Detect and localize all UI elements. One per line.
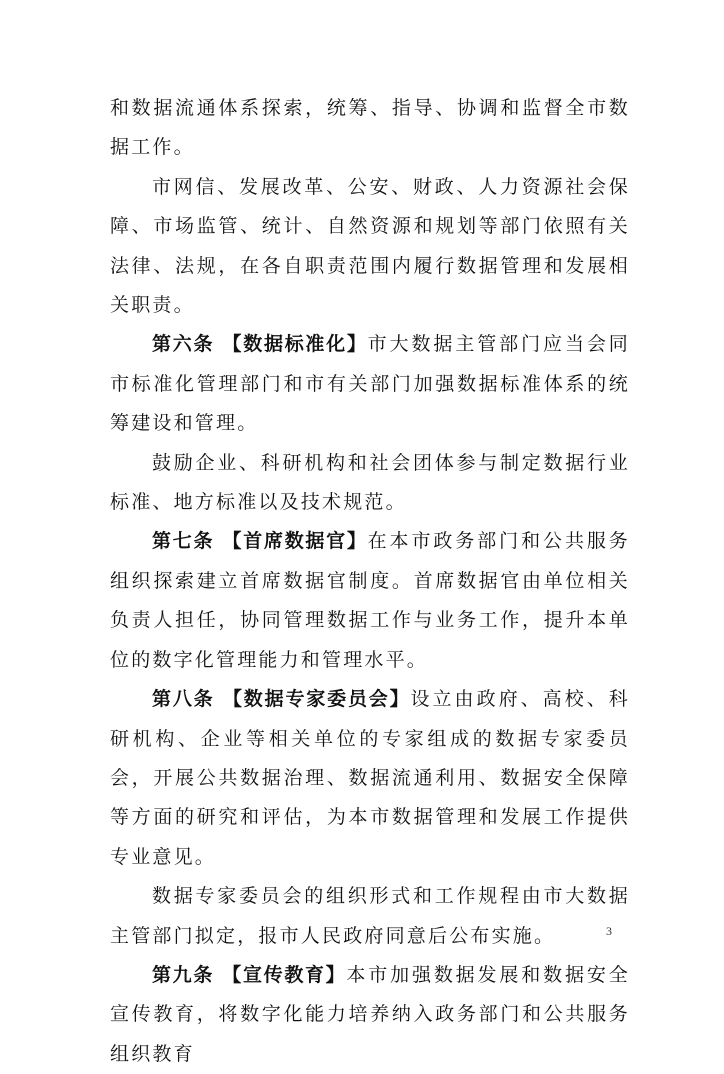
paragraph-continuation xyxy=(110,89,630,168)
article-text: 设立由政府、高校、科研机构、企业等相关单位的专家组成的数据专家委员会，开展公共数据治理、数据流通利用、数据安全保障等方面的研究和评估，为本市数据管理和发展工作提供专业意见。 xyxy=(110,688,630,868)
article-6 xyxy=(110,325,630,443)
article-heading: 第七条 【首席数据官】 xyxy=(152,530,368,553)
paragraph-text: 数据专家委员会的组织形式和工作规程由市大数据主管部门拟定，报市人民政府同意后公布实施。 xyxy=(110,885,630,947)
paragraph-departments xyxy=(110,168,630,326)
article-heading: 第九条 【宣传教育】 xyxy=(152,963,347,986)
paragraph-text: 鼓励企业、科研机构和社会团体参与制定数据行业标准、地方标准以及技术规范。 xyxy=(110,451,630,514)
document-body xyxy=(110,89,630,1074)
article-text: 本市加强数据发展和数据安全宣传教育，将数字化能力培养纳入政务部门和公共服务组织教育 xyxy=(110,963,630,1065)
paragraph-committee-rules xyxy=(110,877,630,956)
paragraph-standards-encouragement xyxy=(110,444,630,523)
article-8 xyxy=(110,680,630,877)
paragraph-text: 和数据流通体系探索，统筹、指导、协调和监督全市数据工作。 xyxy=(110,97,630,159)
article-7 xyxy=(110,522,630,680)
paragraph-text: 市网信、发展改革、公安、财政、人力资源社会保障、市场监管、统计、自然资源和规划等部门依照有关法律、法规，在各自职责范围内履行数据管理和发展相关职责。 xyxy=(110,175,630,317)
article-heading: 第六条 【数据标准化】 xyxy=(152,333,368,356)
page-number: 3 xyxy=(606,924,612,938)
article-text: 在本市政务部门和公共服务组织探索建立首席数据官制度。首席数据官由单位相关负责人担任，协同管理数据工作与业务工作，提升本单位的数字化管理能力和管理水平。 xyxy=(110,530,630,671)
article-9 xyxy=(110,956,630,1074)
article-heading: 第八条 【数据专家委员会】 xyxy=(152,688,411,711)
article-text: 市大数据主管部门应当会同市标准化管理部门和市有关部门加强数据标准体系的统筹建设和管理。 xyxy=(110,333,630,435)
